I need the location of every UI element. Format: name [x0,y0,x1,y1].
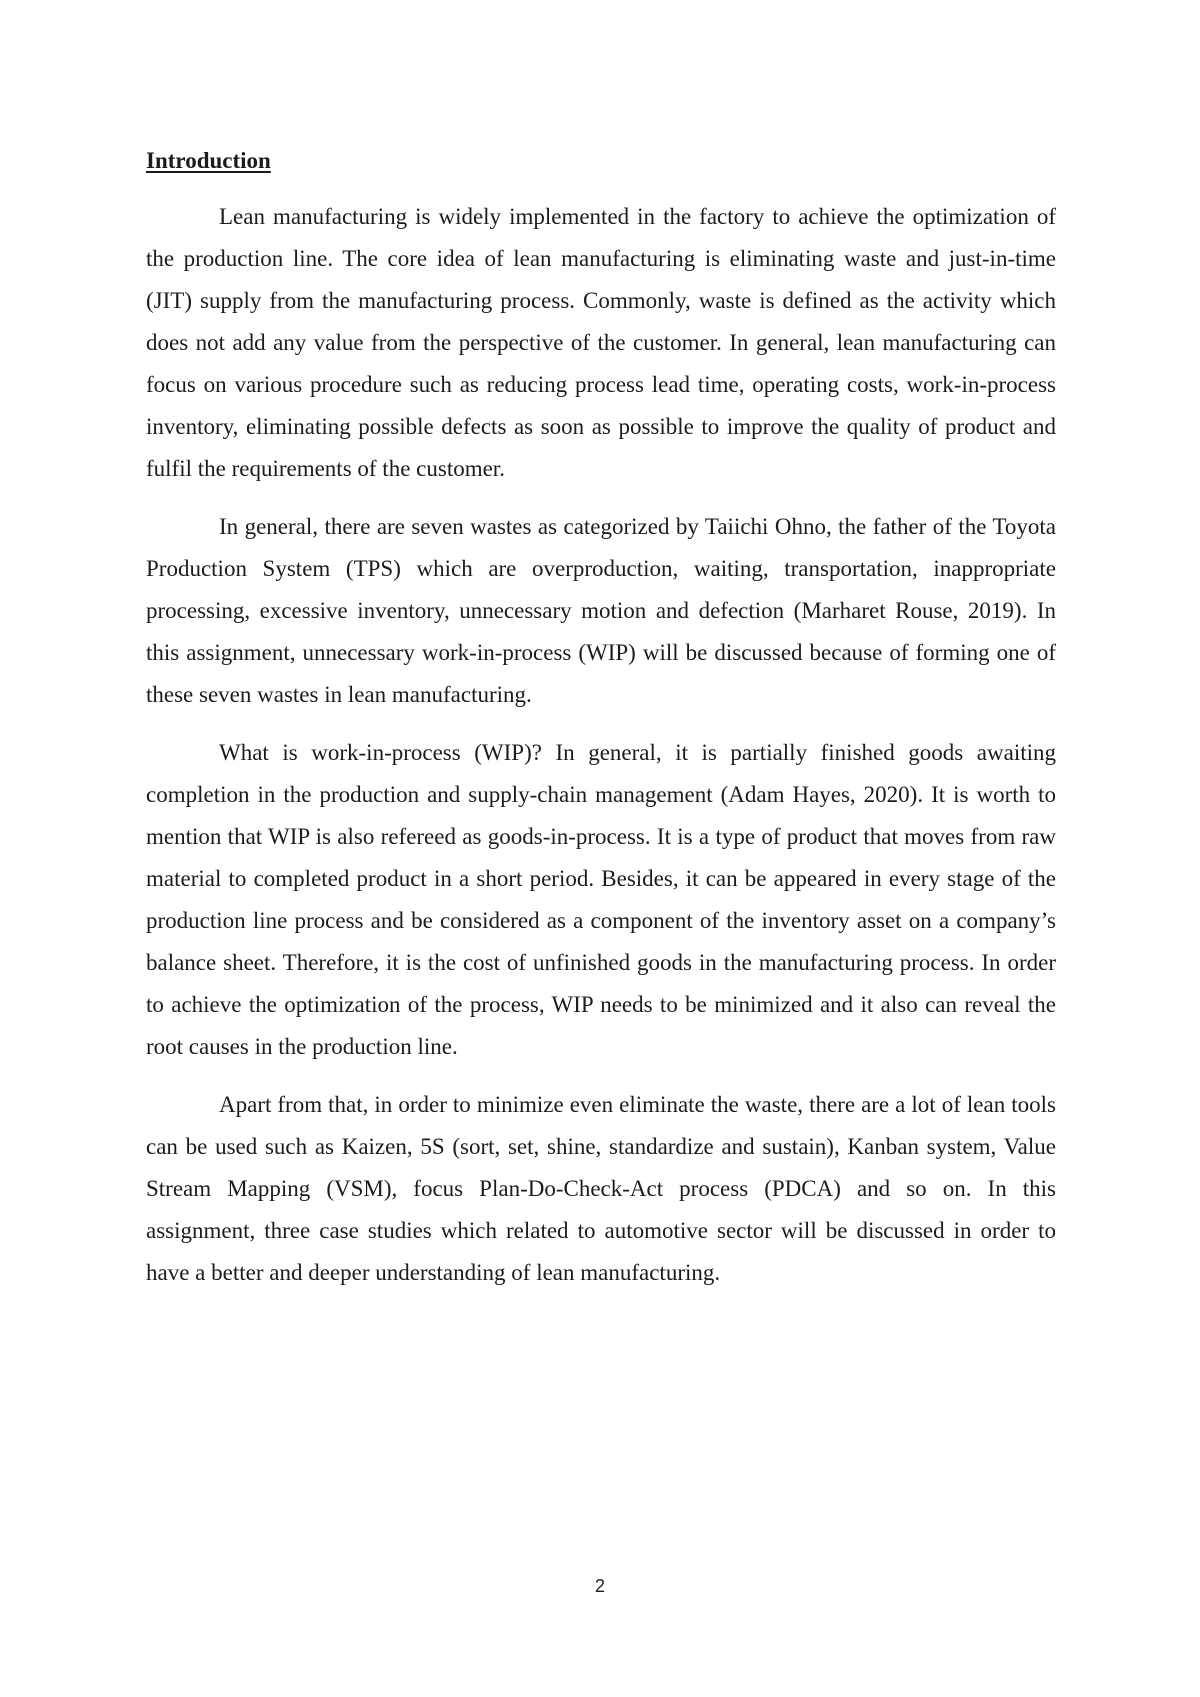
paragraph-wip-definition: What is work-in-process (WIP)? In general, it is partially finished goods awaiting completion in the production and supply-chain management (Adam Hayes, 2020). It is worth to mention that WIP is also refereed as goods-in-process. It is a type of product that moves from raw material to completed product in a short period. Besides, it can be appeared in every stage of the production line process and be considered as a component of the inventory asset on a company’s balance sheet. Therefore, it is the cost of unfinished goods in the manufacturing process. In order to achieve the optimization of the process, WIP needs to be minimized and it also can reveal the root causes in the production line. [146,740,1056,1059]
paragraph-seven-wastes: In general, there are seven wastes as categorized by Taiichi Ohno, the father of the Toyota Production System (TPS) which are overproduction, waiting, transportation, inappropriate processing, excessive inventory, unnecessary motion and defection (Marharet Rouse, 2019). In this assignment, unnecessary work-in-process (WIP) will be discussed because of forming one of these seven wastes in lean manufacturing. [146,514,1056,707]
section-heading: Introduction [146,148,271,173]
paragraph-intro: Lean manufacturing is widely implemented in the factory to achieve the optimization of the production line. The core idea of lean manufacturing is eliminating waste and just-in-time (JIT) supply from the manufacturing process. Commonly, waste is defined as the activity which does not add any value from the perspective of the customer. In general, lean manufacturing can focus on various procedure such as reducing process lead time, operating costs, work-in-process inventory, eliminating possible defects as soon as possible to improve the quality of product and fulfil the requirements of the customer. [146,204,1056,481]
page-content [146,140,1056,1310]
page-number: 2 [594,1576,605,1596]
paragraph-lean-tools: Apart from that, in order to minimize even eliminate the waste, there are a lot of lean tools can be used such as Kaizen, 5S (sort, set, shine, standardize and sustain), Kanban system, Value Stream Mapping (VSM), focus Plan-Do-Check-Act process (PDCA) and so on. In this assignment, three case studies which related to automotive sector will be discussed in order to have a better and deeper understanding of lean manufacturing. [146,1092,1056,1285]
